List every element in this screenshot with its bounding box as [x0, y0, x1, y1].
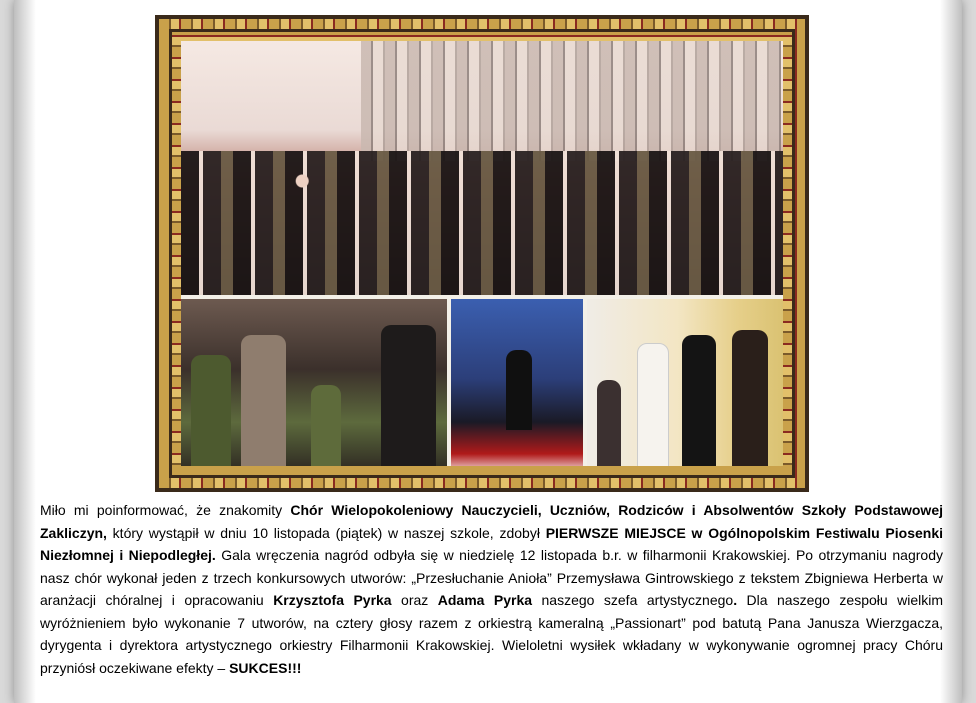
article-text-run: naszego szefa artystycznego: [532, 592, 734, 608]
article-text-run: który wystąpił w dniu 10 listopada (piątek) w naszej szkole, zdobył: [106, 524, 546, 541]
article-text-run: Miło mi poinformować, że znakomity: [40, 502, 291, 518]
page-curl-right: [940, 0, 962, 703]
article-text-run: Dla naszego zespołu wielkim wyróżnieniem było wykonanie 7 utworów, na cztery głosy razem z orkiestrą kameralną „Passionart” pod batutą Pana Janusza Wierzgacza, dyrygenta i dyrektora artystycznego orkiestry Filharmonii Krakowskiej. Wieloletni wysiłek wkładany w wykonywanie ogromnej pracy Chóru przyniósł oczekiwane efekty –: [40, 592, 944, 676]
person: [311, 385, 341, 466]
choir-photo: [181, 41, 783, 295]
choir-members: [181, 151, 783, 295]
arranger-name: Krzysztofa Pyrka: [273, 592, 392, 608]
person: [381, 325, 436, 466]
article-text-run: Gala wręczenia nagród odbyła się w niedzielę 12 listopada b.r. w filharmonii Krakowskiej. Po otrzymaniu nagrody nasz chór wykonał jeden z trzech konkursowych utworów: „Przesłuchanie Anioła” Przemysława Gintrowskiego z tekstem Zbigniewa Herberta w aranżacji chóralnej i opracowaniu: [40, 547, 943, 608]
person: [637, 343, 669, 466]
artistic-director-name: Adama Pyrka: [437, 592, 533, 608]
article-text-run: .: [733, 592, 738, 608]
winners-photo: [587, 299, 783, 466]
award-ceremony-photo: [181, 299, 447, 466]
conductor: [506, 350, 532, 430]
organ-pipes: [361, 41, 781, 161]
person: [241, 335, 286, 466]
person: [191, 355, 231, 466]
person: [732, 330, 768, 466]
conductor-photo: [451, 299, 583, 466]
person: [682, 335, 716, 466]
photo-frame: [155, 15, 809, 492]
award-title: PIERWSZE MIEJSCE w Ogólnopolskim Festiwalu Piosenki Niezłomnej i Niepodległej.: [40, 524, 943, 563]
person: [597, 380, 621, 466]
article-text-run: oraz: [391, 592, 438, 608]
success-text: SUKCES!!!: [229, 659, 302, 676]
photo-collage: [181, 41, 783, 466]
article-text: [40, 499, 943, 679]
page-curl-left: [14, 0, 36, 703]
choir-name: Chór Wielopokoleniowy Nauczycieli, Uczniów, Rodziców i Absolwentów Szkoły Podstawowej Zakliczyn,: [40, 502, 944, 541]
